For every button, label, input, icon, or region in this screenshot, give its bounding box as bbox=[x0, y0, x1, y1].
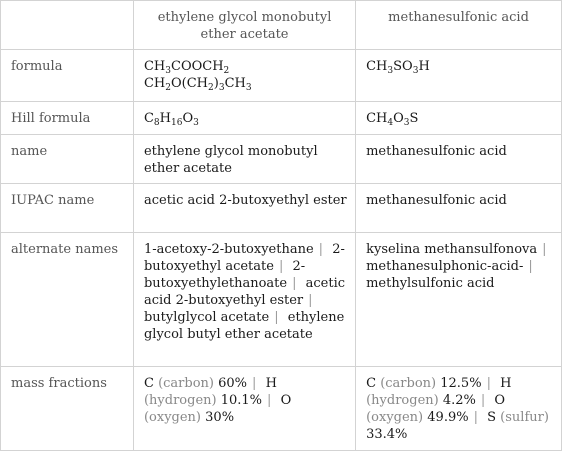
alt-names-b bbox=[356, 233, 562, 367]
separator: | bbox=[528, 259, 533, 274]
mass-b: C (carbon) 12.5% | H (hydrogen) 4.2% | O (oxygen) 49.9% | S (sulfur) 33.4% bbox=[356, 367, 562, 451]
alt-name: ethylene glycol butyl ether acetate bbox=[143, 310, 345, 342]
alt-name: kyselina methansulfonova bbox=[366, 242, 538, 257]
iupac-a: acetic acid 2-butoxyethyl ester bbox=[133, 184, 355, 233]
alt-name: acetic acid 2-butoxyethyl ester bbox=[143, 276, 346, 308]
alt-name: butylglycol acetate bbox=[143, 310, 270, 325]
alt-name: 2-butoxyethyl acetate bbox=[143, 242, 345, 274]
separator: | bbox=[278, 259, 284, 274]
row-label-formula: formula bbox=[1, 50, 134, 102]
row-formula bbox=[1, 50, 562, 102]
header-empty bbox=[1, 1, 134, 50]
row-label-iupac: IUPAC name bbox=[1, 184, 134, 233]
separator: | bbox=[292, 276, 297, 291]
hill-a: $C_8H_{16}O_3$ bbox=[133, 102, 355, 135]
formula-a-line1: $CH_3COOCH_2$ bbox=[143, 59, 230, 76]
header-row bbox=[1, 1, 562, 50]
row-label-mass-fractions: mass fractions bbox=[1, 367, 134, 451]
name-a: ethylene glycol monobutyl ether acetate bbox=[133, 135, 355, 184]
row-mass-fractions bbox=[1, 367, 562, 451]
separator: | bbox=[318, 242, 324, 257]
row-iupac bbox=[1, 184, 562, 233]
hill-b: $CH_4O_3S$ bbox=[356, 102, 562, 135]
alt-name: methanesulphonic-acid- bbox=[366, 259, 524, 274]
name-b: methanesulfonic acid bbox=[356, 135, 562, 184]
separator: | bbox=[274, 310, 279, 325]
alt-name: 2-butoxyethylethanoate bbox=[143, 259, 306, 291]
header-compound-a: ethylene glycol monobutyl ether acetate bbox=[133, 1, 355, 50]
header-compound-b: methanesulfonic acid bbox=[356, 1, 562, 50]
separator: | bbox=[308, 293, 313, 308]
row-label-alternate-names: alternate names bbox=[1, 233, 134, 367]
row-label-hill: Hill formula bbox=[1, 102, 134, 135]
formula-b: $CH_3SO_3H$ bbox=[356, 50, 562, 102]
formula-a-line2: $CH_2O(CH_2)_3CH_3$ bbox=[143, 76, 252, 93]
row-hill bbox=[1, 102, 562, 135]
mass-a: C (carbon) 60% | H (hydrogen) 10.1% | O (oxygen) 30% bbox=[133, 367, 355, 451]
iupac-b: methanesulfonic acid bbox=[356, 184, 562, 233]
alt-names-a bbox=[133, 233, 355, 367]
row-label-name: name bbox=[1, 135, 134, 184]
formula-a bbox=[133, 50, 355, 102]
alt-name: methylsulfonic acid bbox=[366, 276, 495, 291]
separator: | bbox=[542, 242, 547, 257]
alt-name: 1-acetoxy-2-butoxyethane bbox=[143, 242, 314, 257]
row-name bbox=[1, 135, 562, 184]
row-alternate-names bbox=[1, 233, 562, 367]
